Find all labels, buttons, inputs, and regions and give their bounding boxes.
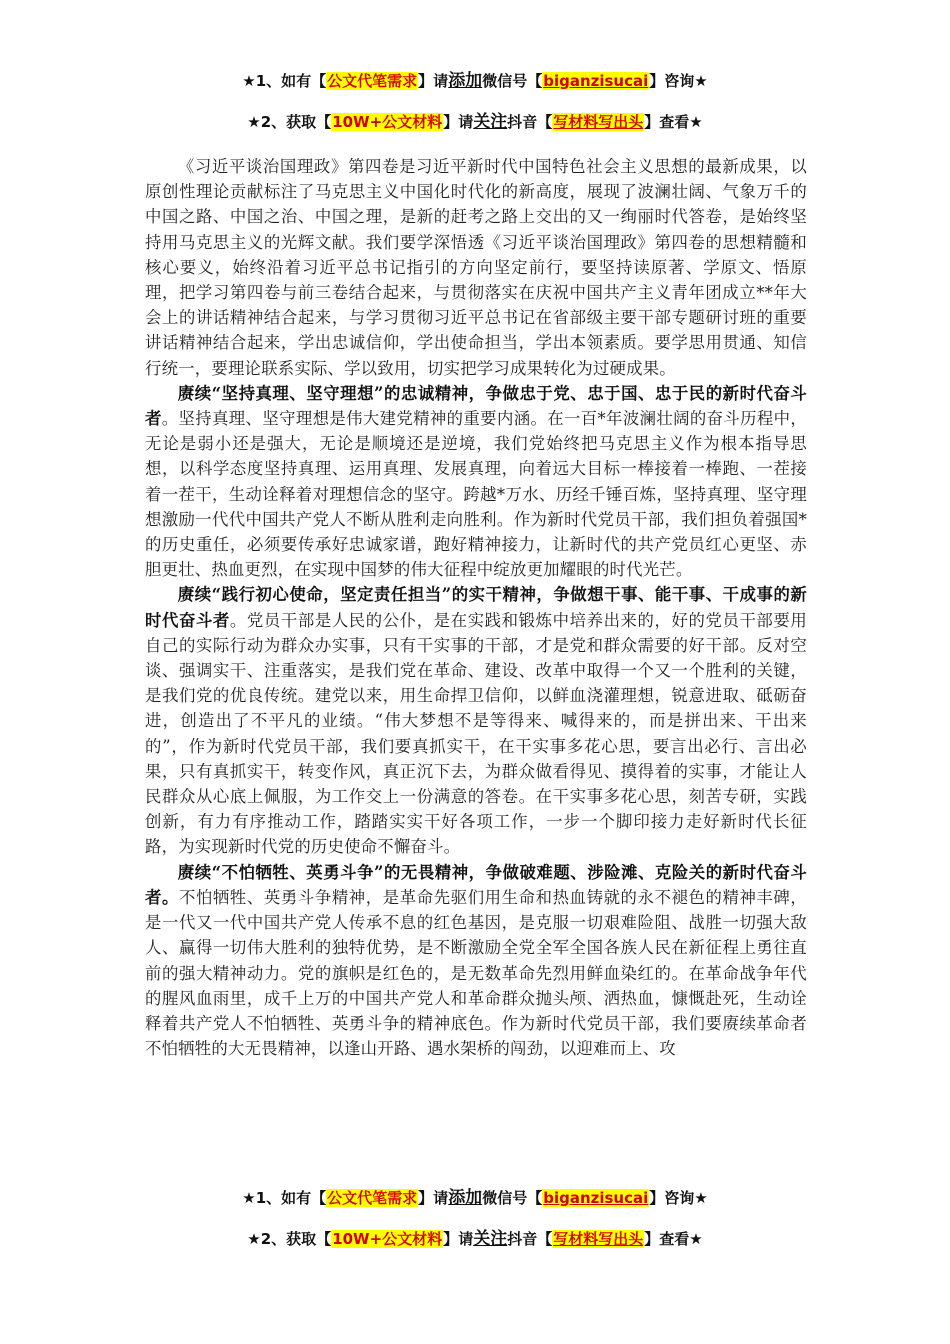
ad-banner-top-2 [0, 112, 950, 132]
section-heading-1: 赓续“坚持真理、坚守理想”的忠诚精神，争做忠于党、忠于国、忠于民的新时代奋斗者 [145, 383, 807, 429]
banner-emphasis: 关注 [473, 112, 508, 132]
wechat-id-link[interactable]: biganzisucai [543, 1189, 649, 1207]
star-icon: ★ [247, 1230, 261, 1248]
banner-text: 】查看 [644, 1230, 690, 1248]
banner-text: 1、如有【 [255, 72, 327, 90]
banner-text: 】咨询 [649, 72, 695, 90]
banner-text: 】请 [443, 1230, 474, 1248]
ad-banner-bottom-2 [0, 1229, 950, 1249]
banner-emphasis: 添加 [448, 71, 483, 91]
intro-paragraph: 《习近平谈治国理政》第四卷是习近平新时代中国特色社会主义思想的最新成果，以原创性理论贡献标注了马克思主义中国化时代化的新高度，展现了波澜壮阔、气象万千的中国之路、中国之治、中国之理，是新的赶考之路上交出的又一绚丽时代答卷，是始终坚持用马克思主义的光辉文献。我们要学深悟透《习近平谈治国理政》第四卷的思想精髓和核心要义，始终沿着习近平总书记指引的方向坚定前行，要坚持读原著、学原文、悟原理，把学习第四卷与前三卷结合起来，与贯彻落实在庆祝中国共产主义青年团成立**年大会上的讲话精神结合起来，与学习贯彻习近平总书记在省部级主要干部专题研讨班的重要讲话精神结合起来，学出忠诚信仰，学出使命担当，学出本领素质。要学思用贯通、知信行统一，要理论联系实际、学以致用，切实把学习成果转化为过硬成果。 [145, 157, 807, 378]
highlight-service: 公文代笔需求 [327, 1189, 418, 1207]
section-paragraph-1 [145, 381, 807, 583]
banner-emphasis: 关注 [473, 1229, 508, 1249]
section-heading-3: 赓续“不怕牺牲、英勇斗争”的无畏精神，争做破难题、涉险滩、克险关的新时代奋斗者。 [145, 862, 807, 907]
banner-text: 】请 [443, 113, 474, 131]
ad-banner-bottom-1 [0, 1188, 950, 1208]
star-icon: ★ [242, 72, 256, 90]
banner-text: 】请 [418, 72, 449, 90]
section-paragraph-3 [145, 860, 807, 1062]
star-icon: ★ [247, 113, 261, 131]
section-text-2: 。党员干部是人民的公仆，是在实践和锻炼中培养出来的，好的党员干部要用自己的实际行动为群众办实事，只有干实事的干部，才是党和群众需要的好干部。反对空谈、强调实干、注重落实，是我们党在革命、建设、改革中取得一个又一个胜利的关键，是我们党的优良传统。建党以来，用生命捍卫信仰，以鲜血浇灌理想，锐意进取、砥砺奋进，创造出了不平凡的业绩。“伟大梦想不是等得来、喊得来的，而是拼出来、干出来的”，作为新时代党员干部，我们要真抓实干，在干实事多花心思，要言出必行、言出必果，只有真抓实干，转变作风，真正沉下去，为群众做看得见、摸得着的实事，才能让人民群众从心底上佩服，为工作交上一份满意的答卷。在干实事多花心思，刻苦专研，实践创新，有力有序推动工作，踏踏实实干好各项工作，一步一个脚印接力走好新时代长征路，为实现新时代党的历史使命不懈奋斗。 [145, 610, 807, 857]
star-icon: ★ [689, 1230, 703, 1248]
banner-text: 微信号【 [482, 1189, 543, 1207]
highlight-service: 公文代笔需求 [327, 72, 418, 90]
banner-text: 抖音【 [507, 113, 553, 131]
banner-text: 1、如有【 [255, 1189, 327, 1207]
ad-banner-top-1 [0, 71, 950, 91]
highlight-materials: 10W+公文材料 [332, 1230, 443, 1248]
star-icon: ★ [694, 1189, 708, 1207]
section-heading-2: 赓续“践行初心使命，坚定责任担当”的实干精神，争做想干事、能干事、干成事的新时代奋斗者 [145, 585, 807, 630]
wechat-id-link[interactable]: biganzisucai [543, 72, 649, 90]
banner-text: 抖音【 [507, 1230, 553, 1248]
banner-text: 】请 [418, 1189, 449, 1207]
banner-emphasis: 添加 [448, 1188, 483, 1208]
section-paragraph-2 [145, 582, 807, 859]
star-icon: ★ [242, 1189, 256, 1207]
douyin-account-link[interactable]: 写材料写出头 [553, 1230, 644, 1248]
highlight-materials: 10W+公文材料 [332, 113, 443, 131]
section-text-1: 。坚持真理、坚守理想是伟大建党精神的重要内涵。在一百*年波澜壮阔的奋斗历程中，无论是弱小还是强大，无论是顺境还是逆境，我们党始终把马克思主义作为根本指导思想，以科学态度坚持真理、运用真理、发展真理，向着远大目标一棒接着一棒跑、一茬接着一茬干，生动诠释着对理想信念的坚守。跨越*万水、历经千锤百炼，坚持真理、坚守理想激励一代代中国共产党人不断从胜利走向胜利。作为新时代党员干部，我们担负着强国*的历史重任，必须要传承好忠诚家谱，跑好精神接力，让新时代的共产党员红心更坚、赤胆更壮、热血更烈，在实现中国梦的伟大征程中绽放更加耀眼的时代光芒。 [145, 409, 807, 580]
banner-text: 微信号【 [482, 72, 543, 90]
section-text-3: 不怕牺牲、英勇斗争精神，是革命先驱们用生命和热血铸就的永不褪色的精神丰碑，是一代又一代中国共产党人传承不息的红色基因，是克服一切艰难险阻、战胜一切强大敌人、赢得一切伟大胜利的独特优势，是不断激励全党全军全国各族人民在新征程上勇往直前的强大精神动力。党的旗帜是红色的，是无数革命先烈用鲜血染红的。在革命战争年代的腥风血雨里，成千上万的中国共产党人和革命群众抛头颅、洒热血，慷慨赴死，生动诠释着共产党人不怕牺牲、英勇斗争的精神底色。作为新时代党员干部，我们要赓续革命者不怕牺牲的大无畏精神，以逢山开路、遇水架桥的闯劲，以迎难而上、攻 [145, 887, 807, 1059]
banner-text: 2、获取【 [260, 1230, 332, 1248]
article-body [145, 154, 807, 1178]
star-icon: ★ [694, 72, 708, 90]
banner-text: 2、获取【 [260, 113, 332, 131]
banner-text: 】查看 [644, 113, 690, 131]
star-icon: ★ [689, 113, 703, 131]
douyin-account-link[interactable]: 写材料写出头 [553, 113, 644, 131]
banner-text: 】咨询 [649, 1189, 695, 1207]
